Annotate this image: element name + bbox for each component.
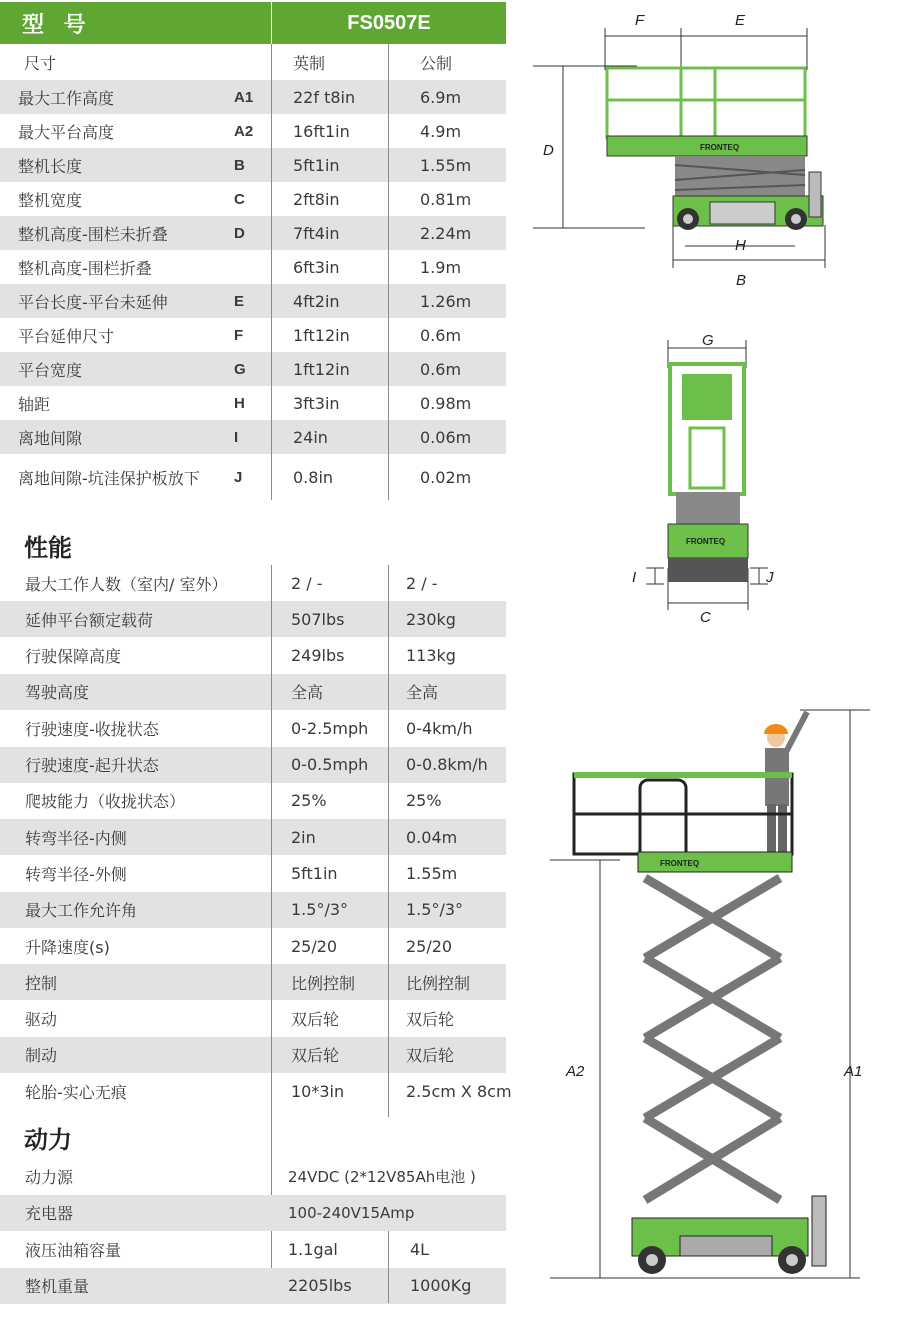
dimension-metric: 4.9m bbox=[420, 121, 462, 141]
dimension-code: I bbox=[234, 428, 239, 446]
performance-name: 最大工作允许角 bbox=[25, 901, 138, 921]
label-G: G bbox=[702, 332, 714, 349]
performance-row bbox=[0, 783, 506, 819]
label-J: J bbox=[766, 569, 774, 586]
performance-imperial: 25/20 bbox=[291, 936, 338, 956]
dimension-metric: 0.6m bbox=[420, 325, 462, 345]
power-imperial: 1.1gal bbox=[288, 1239, 338, 1259]
power-row bbox=[0, 1231, 506, 1267]
performance-row bbox=[0, 819, 506, 855]
dimension-code: A1 bbox=[234, 88, 254, 106]
dimension-name: 整机高度-围栏未折叠 bbox=[18, 224, 168, 244]
dimension-row bbox=[0, 454, 506, 500]
performance-name: 行驶保障高度 bbox=[25, 647, 122, 667]
dimension-row bbox=[0, 182, 506, 216]
performance-row bbox=[0, 1001, 506, 1037]
dimension-imperial: 1ft12in bbox=[293, 359, 350, 379]
performance-metric: 全高 bbox=[406, 683, 439, 703]
label-C: C bbox=[700, 609, 711, 626]
dimension-row bbox=[0, 284, 506, 318]
performance-metric: 25/20 bbox=[406, 936, 453, 956]
dimension-imperial: 7ft4in bbox=[293, 223, 340, 243]
performance-metric: 2 / - bbox=[406, 573, 438, 593]
performance-imperial: 2 / - bbox=[291, 573, 323, 593]
dimension-metric: 6.9m bbox=[420, 87, 462, 107]
performance-metric: 2.5cm X 8cm bbox=[406, 1081, 512, 1101]
performance-imperial: 全高 bbox=[291, 683, 324, 703]
dim-divider-2 bbox=[388, 44, 389, 500]
dimensions-table bbox=[0, 44, 506, 502]
performance-imperial: 507lbs bbox=[291, 609, 345, 629]
power-name: 充电器 bbox=[25, 1204, 74, 1223]
dimension-name: 最大工作高度 bbox=[18, 88, 115, 108]
dimension-code: E bbox=[234, 292, 245, 310]
dimension-code: A2 bbox=[234, 122, 254, 140]
dimension-imperial: 16ft1in bbox=[293, 121, 350, 141]
power-imperial: 2205lbs bbox=[288, 1276, 352, 1295]
dimension-metric: 1.55m bbox=[420, 155, 472, 175]
performance-name: 控制 bbox=[25, 973, 58, 993]
dimensions-head-label: 尺寸 bbox=[24, 53, 57, 73]
dimension-row bbox=[0, 250, 506, 284]
dimension-metric: 0.81m bbox=[420, 189, 472, 209]
side-brand: FRONTEQ bbox=[700, 143, 740, 152]
performance-name: 驾驶高度 bbox=[25, 683, 90, 703]
performance-metric: 230kg bbox=[406, 609, 456, 629]
label-A2: A2 bbox=[566, 1063, 585, 1080]
performance-row bbox=[0, 1073, 512, 1109]
power-metric: 4L bbox=[410, 1239, 430, 1259]
performance-imperial: 10*3in bbox=[291, 1081, 345, 1101]
dimension-metric: 0.98m bbox=[420, 393, 472, 413]
dimension-name: 最大平台高度 bbox=[18, 122, 115, 142]
performance-row bbox=[0, 674, 506, 710]
performance-row bbox=[0, 1037, 506, 1073]
performance-name: 转弯半径-内侧 bbox=[25, 828, 127, 848]
power-title: 动力 bbox=[24, 1126, 72, 1154]
performance-row bbox=[0, 928, 506, 964]
dimension-name: 轴距 bbox=[18, 394, 51, 414]
dimension-metric: 1.26m bbox=[420, 291, 472, 311]
dimension-imperial: 22f t8in bbox=[293, 87, 356, 107]
performance-imperial: 双后轮 bbox=[291, 1010, 340, 1030]
dimension-name: 整机宽度 bbox=[18, 190, 83, 210]
performance-row bbox=[0, 747, 506, 783]
power-name: 动力源 bbox=[25, 1167, 74, 1187]
label-H: H bbox=[735, 237, 746, 254]
metric-head: 公制 bbox=[420, 53, 453, 73]
performance-name: 延伸平台额定载荷 bbox=[25, 610, 154, 630]
dimension-name: 平台长度-平台未延伸 bbox=[18, 292, 168, 312]
dimension-imperial: 0.8in bbox=[293, 467, 334, 487]
raised-view-diagram bbox=[550, 700, 880, 1290]
performance-name: 最大工作人数（室内/ 室外） bbox=[25, 574, 228, 594]
dimension-row bbox=[0, 352, 506, 386]
dimension-row bbox=[0, 148, 506, 182]
performance-name: 驱动 bbox=[25, 1010, 58, 1030]
power-divider-2 bbox=[388, 1231, 389, 1303]
performance-metric: 比例控制 bbox=[406, 973, 471, 993]
dim-divider-1 bbox=[271, 44, 272, 500]
performance-name: 行驶速度-收拢状态 bbox=[25, 719, 159, 739]
dimension-imperial: 4ft2in bbox=[293, 291, 340, 311]
dimension-code: J bbox=[234, 468, 243, 486]
performance-imperial: 5ft1in bbox=[291, 863, 338, 883]
performance-metric: 0-4km/h bbox=[406, 718, 473, 738]
performance-metric: 0-0.8km/h bbox=[406, 755, 488, 774]
side-view-diagram bbox=[525, 0, 900, 300]
dimension-imperial: 5ft1in bbox=[293, 155, 340, 175]
dimension-row bbox=[0, 80, 506, 114]
dimension-metric: 0.06m bbox=[420, 427, 472, 447]
dimension-metric: 0.6m bbox=[420, 359, 462, 379]
performance-row bbox=[0, 710, 506, 746]
raised-brand: FRONTEQ bbox=[660, 859, 700, 868]
performance-metric: 0.04m bbox=[406, 827, 458, 847]
dimensions-head-row bbox=[0, 44, 506, 80]
dimension-code: B bbox=[234, 156, 245, 174]
dimension-name: 平台延伸尺寸 bbox=[18, 326, 115, 346]
dimension-metric: 2.24m bbox=[420, 223, 472, 243]
dimension-imperial: 2ft8in bbox=[293, 189, 340, 209]
power-value: 100-240V15Amp bbox=[288, 1203, 415, 1222]
performance-name: 爬坡能力（收拢状态） bbox=[25, 792, 186, 812]
power-row bbox=[0, 1268, 506, 1304]
power-value: 24VDC (2*12V85Ah电池 ) bbox=[288, 1167, 476, 1186]
dimension-code: G bbox=[234, 360, 246, 378]
power-name: 液压油箱容量 bbox=[25, 1240, 122, 1260]
performance-imperial: 249lbs bbox=[291, 646, 345, 666]
performance-row bbox=[0, 855, 506, 891]
label-A1: A1 bbox=[844, 1063, 863, 1080]
dimension-imperial: 6ft3in bbox=[293, 257, 340, 277]
label-F: F bbox=[635, 12, 645, 29]
dimension-imperial: 24in bbox=[293, 427, 328, 447]
label-I: I bbox=[632, 569, 637, 586]
dimension-name: 离地间隙-坑洼保护板放下 bbox=[18, 468, 200, 488]
dimension-imperial: 3ft3in bbox=[293, 393, 340, 413]
dimension-name: 整机长度 bbox=[18, 156, 83, 176]
power-row bbox=[0, 1195, 506, 1231]
performance-imperial: 25% bbox=[291, 791, 327, 811]
power-metric: 1000Kg bbox=[410, 1276, 472, 1295]
dimension-metric: 1.9m bbox=[420, 257, 462, 277]
performance-name: 转弯半径-外侧 bbox=[25, 864, 127, 884]
performance-row bbox=[0, 601, 506, 637]
perf-divider-2 bbox=[388, 565, 389, 1117]
model-value: FS0507E bbox=[347, 11, 431, 34]
dimension-row bbox=[0, 216, 506, 250]
performance-name: 升降速度(s) bbox=[25, 937, 110, 957]
dimension-code: C bbox=[234, 190, 245, 208]
model-label: 型 号 bbox=[22, 12, 92, 38]
dimension-imperial: 1ft12in bbox=[293, 325, 350, 345]
performance-metric: 25% bbox=[406, 791, 442, 811]
front-view-diagram bbox=[620, 328, 790, 628]
performance-metric: 113kg bbox=[406, 646, 456, 666]
performance-imperial: 0-2.5mph bbox=[291, 718, 369, 738]
performance-metric: 1.55m bbox=[406, 863, 458, 883]
performance-row bbox=[0, 638, 506, 674]
performance-imperial: 2in bbox=[291, 827, 316, 847]
performance-name: 制动 bbox=[25, 1046, 58, 1066]
label-D: D bbox=[543, 142, 554, 159]
dimension-code: H bbox=[234, 394, 245, 412]
dimension-row bbox=[0, 114, 506, 148]
label-B: B bbox=[736, 272, 747, 289]
power-row bbox=[0, 1158, 506, 1194]
performance-table bbox=[0, 565, 512, 1117]
dimension-name: 离地间隙 bbox=[18, 428, 83, 448]
performance-metric: 双后轮 bbox=[406, 1046, 455, 1066]
performance-title: 性能 bbox=[24, 534, 72, 562]
performance-name: 行驶速度-起升状态 bbox=[25, 756, 159, 775]
performance-imperial: 双后轮 bbox=[291, 1046, 340, 1066]
performance-metric: 1.5°/3° bbox=[406, 900, 464, 920]
performance-row bbox=[0, 565, 506, 601]
dimension-row bbox=[0, 386, 506, 420]
front-brand: FRONTEQ bbox=[686, 537, 726, 546]
dimension-code: F bbox=[234, 326, 244, 344]
power-name: 整机重量 bbox=[25, 1277, 90, 1296]
performance-imperial: 1.5°/3° bbox=[291, 900, 349, 920]
performance-row bbox=[0, 964, 506, 1000]
dimension-name: 整机高度-围栏折叠 bbox=[18, 258, 152, 278]
dimension-metric: 0.02m bbox=[420, 467, 472, 487]
model-header bbox=[0, 2, 506, 44]
performance-imperial: 比例控制 bbox=[291, 973, 356, 993]
performance-row bbox=[0, 892, 506, 928]
label-E: E bbox=[735, 12, 746, 29]
performance-imperial: 0-0.5mph bbox=[291, 755, 369, 774]
performance-name: 轮胎-实心无痕 bbox=[25, 1082, 127, 1102]
dimension-code: D bbox=[234, 224, 245, 242]
dimension-name: 平台宽度 bbox=[18, 360, 83, 380]
dimension-row bbox=[0, 420, 506, 454]
dimension-row bbox=[0, 318, 506, 352]
performance-metric: 双后轮 bbox=[406, 1010, 455, 1030]
power-table bbox=[0, 1158, 506, 1304]
imperial-head: 英制 bbox=[293, 53, 326, 73]
